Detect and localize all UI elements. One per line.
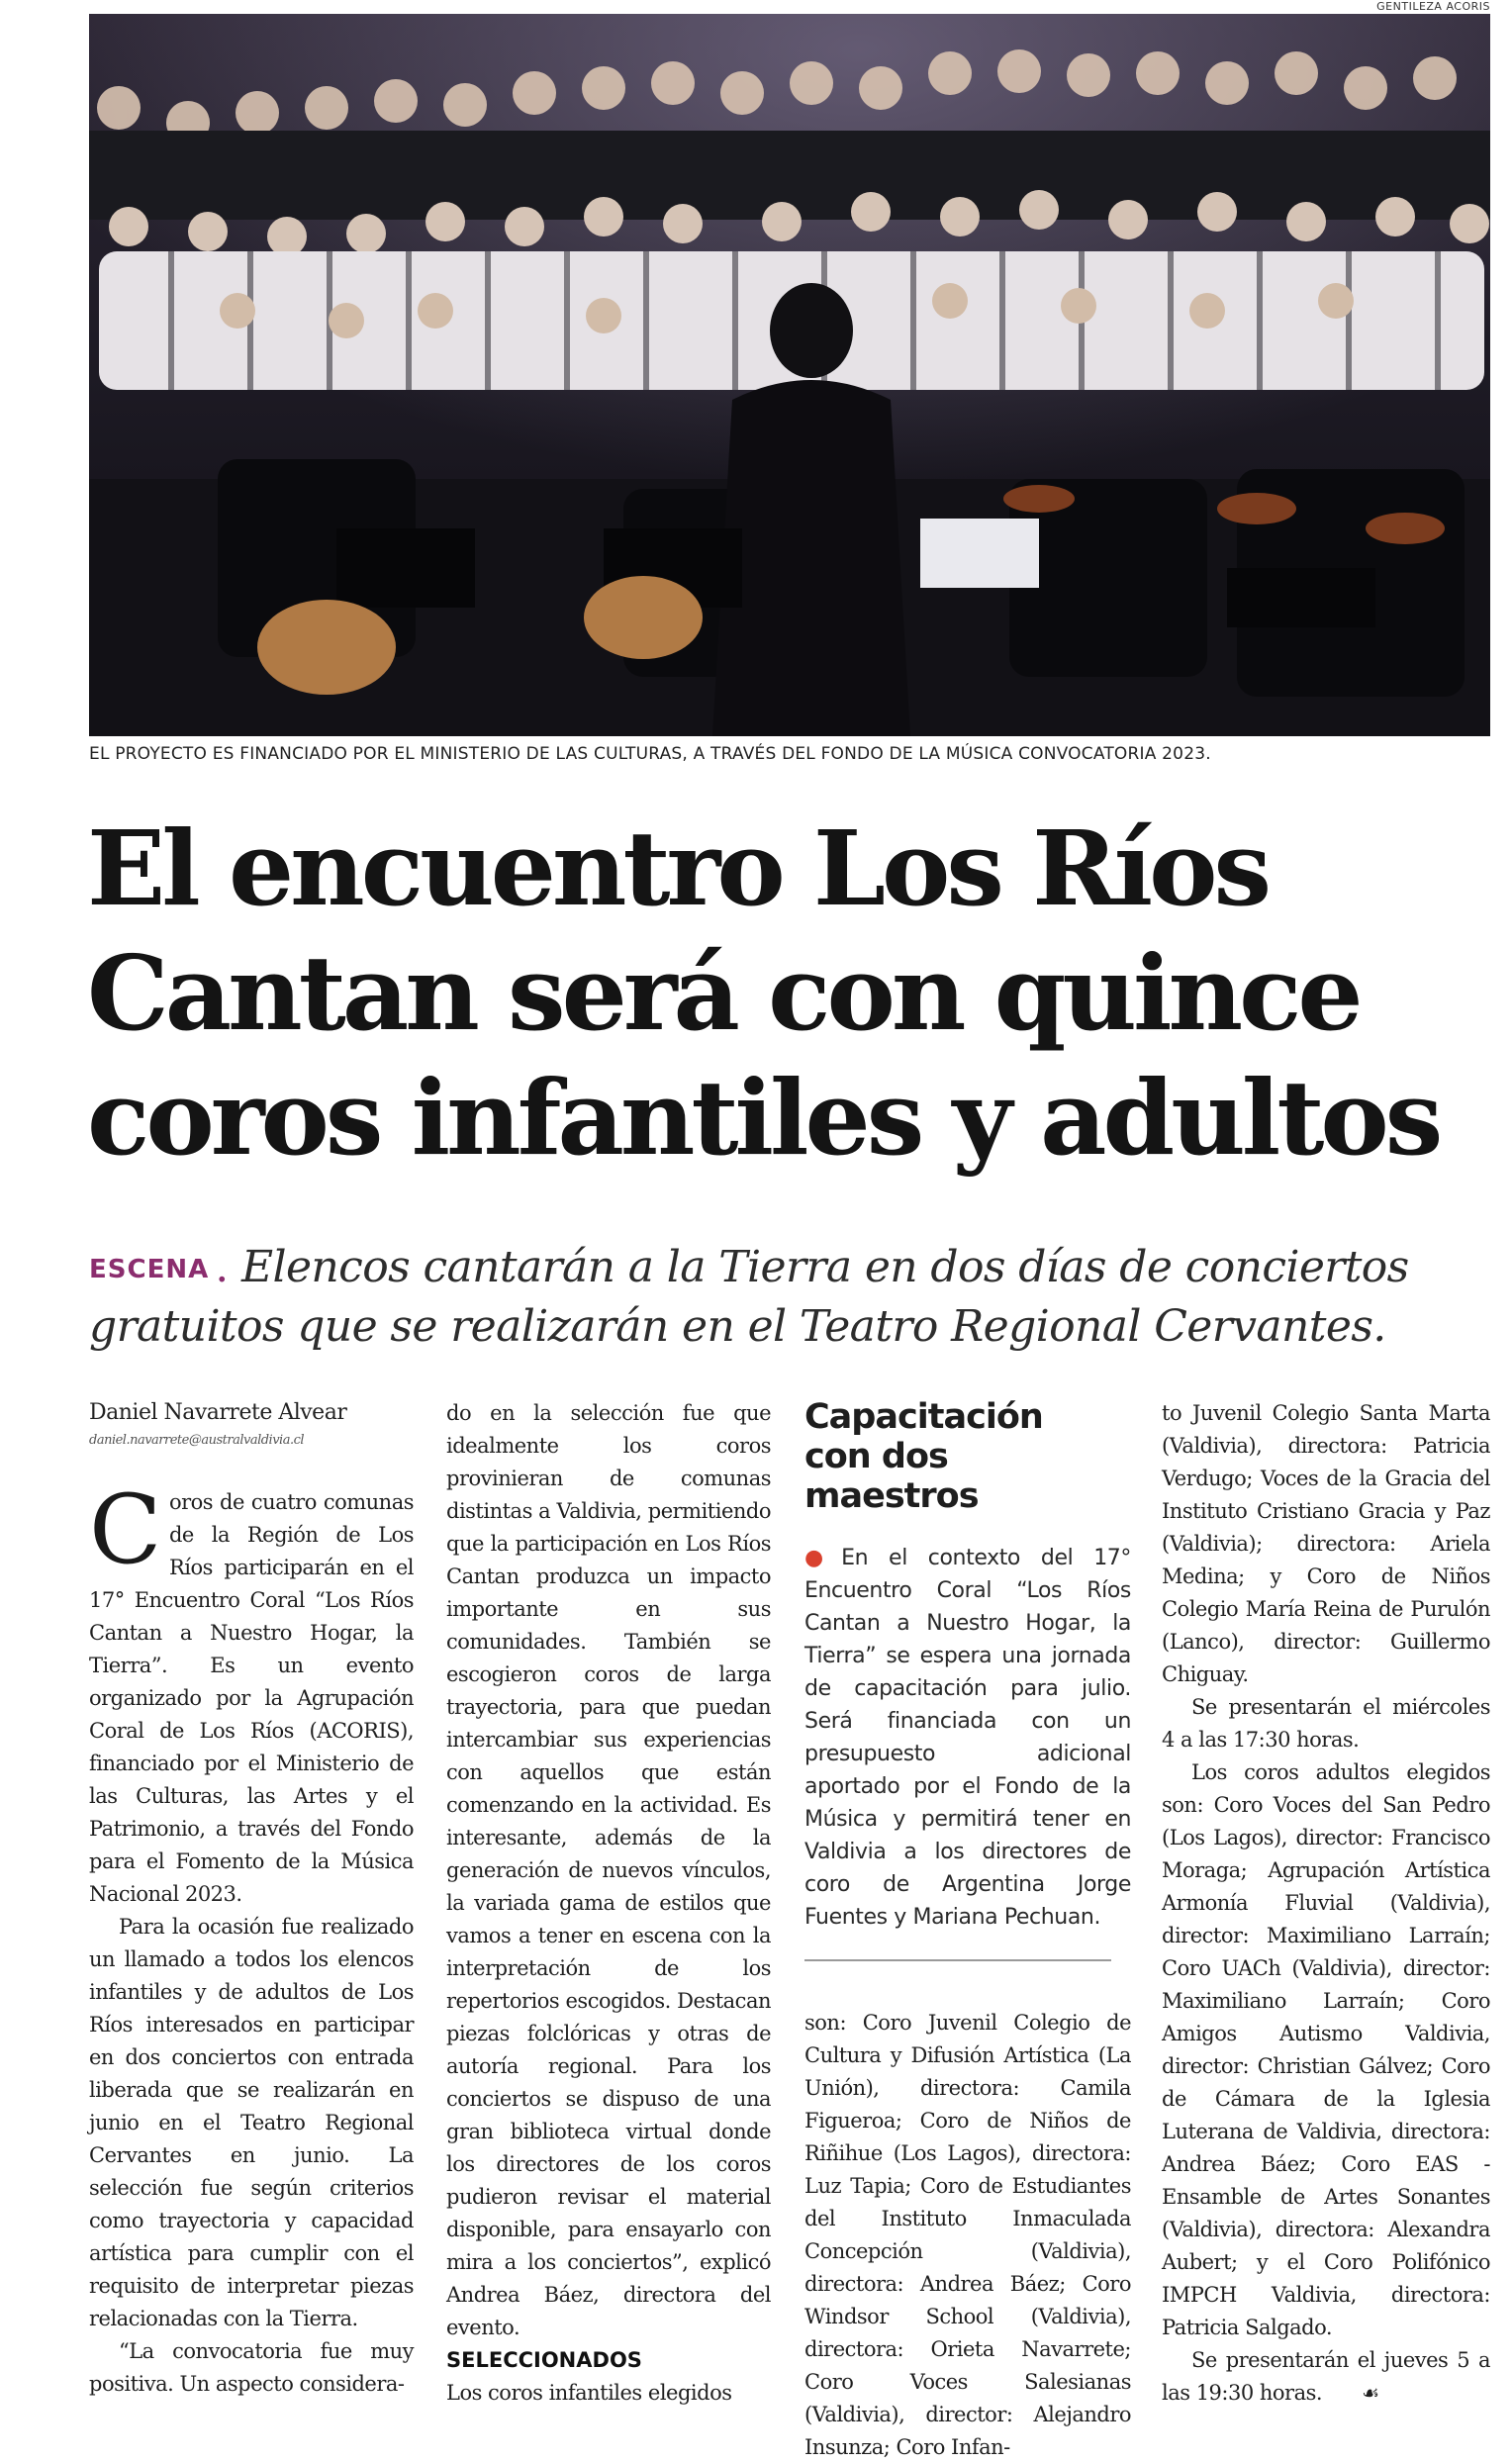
paragraph-9: Los coros adultos elegidos son: Coro Voces del San Pedro (Los Lagos), director: Francisco Moraga; Agrupación Artística Armonía Fluvial (Valdivia), director: Maximiliano Larraín; Coro UACh (Valdivia), director: Maximiliano Larraín; Coro Amigos Autismo Valdivia, director: Christian Gálvez; Coro de Cámara de la Iglesia Luterana de Valdivia, directora: Andrea Báez; Coro EAS - Ensamble de Artes Sonantes (Valdivia), directora: Alexandra Aubert; y el Coro Polifónico IMPCH Valdivia, directora: Patricia Salgado. bbox=[1162, 1760, 1490, 2339]
sidebar-text bbox=[804, 1542, 1131, 1934]
sidebar-title bbox=[804, 1397, 1131, 1516]
paragraph-1-text: oros de cuatro comunas de la Región de Los Ríos participarán en el 17° Encuentro Coral “Los Ríos Cantan a Nuestro Hogar, la Tierra”. Es un evento organizado por la Agrupación Coral de Los Ríos (ACORIS), financiado por el Ministerio de las Culturas, las Artes y el Patrimonio, a través del Fondo para el Fomento de la Música Nacional 2023. bbox=[89, 1490, 414, 1906]
column-3 bbox=[804, 1397, 1131, 2464]
headline-line-1: El encuentro Los Ríos bbox=[87, 807, 1268, 929]
subhead-seleccionados: SELECCIONADOS bbox=[446, 2348, 642, 2372]
paragraph-1 bbox=[89, 1474, 414, 1911]
paragraph-8: Se presentarán el miércoles 4 a las 17:30 horas. bbox=[1162, 1695, 1490, 1752]
headline bbox=[87, 806, 1492, 1181]
choir-photo-illustration bbox=[89, 14, 1490, 736]
paragraph-5: Los coros infantiles elegidos bbox=[446, 2381, 732, 2405]
paragraph-10 bbox=[1162, 2344, 1490, 2410]
column-1 bbox=[89, 1397, 414, 2401]
end-mark-icon: ☙ bbox=[1362, 2381, 1379, 2405]
paragraph-6: son: Coro Juvenil Colegio de Cultura y Difusión Artística (La Unión), directora: Camila Figueroa; Coro de Niños de Riñihue (Los Lagos), directora: Luz Tapia; Coro de Estudiantes del Instituto Inmaculada Concepción (Valdivia), directora: Andrea Báez; Coro Windsor School (Valdivia), directora: Orieta Navarrete; Coro Voces Salesianas (Valdivia), director: Alejandro Insunza; Coro Infan- bbox=[804, 2011, 1131, 2459]
photo-caption: EL PROYECTO ES FINANCIADO POR EL MINISTERIO DE LAS CULTURAS, A TRAVÉS DEL FONDO DE LA MÚSICA CONVOCATORIA 2023. bbox=[89, 744, 1211, 764]
section-dot: . bbox=[215, 1242, 229, 1292]
headline-line-2: Cantan será con quince bbox=[87, 932, 1360, 1054]
dropcap: C bbox=[89, 1474, 161, 1585]
column-2 bbox=[446, 1397, 771, 2410]
column-4 bbox=[1162, 1397, 1490, 2410]
headline-line-3: coros infantiles y adultos bbox=[87, 1057, 1440, 1179]
photo-credit: GENTILEZA ACORIS bbox=[1376, 0, 1490, 13]
deck-line-1 bbox=[89, 1239, 1494, 1298]
paragraph-2: Para la ocasión fue realizado un llamado a todos los elencos infantiles y de adultos de Los Ríos interesados en participar en dos conciertos con entrada liberada que se realizarán en junio en el Teatro Regional Cervantes en junio. La selección fue según criterios como trayectoria y capacidad artística para cumplir con el requisito de interpretar piezas relacionadas con la Tierra. bbox=[89, 1915, 414, 2330]
paragraph-7: to Juvenil Colegio Santa Marta (Valdivia), directora: Patricia Verdugo; Voces de la Gracia del Instituto Cristiano Gracia y Paz (Valdivia); directora: Ariela Medina; y Coro de Niños Colegio María Reina de Purulón (Lanco), director: Guillermo Chiguay. bbox=[1162, 1401, 1490, 1686]
deck-text-1: Elencos cantarán a la Tierra en dos días de conciertos bbox=[241, 1242, 1409, 1292]
choir-photo bbox=[89, 14, 1490, 736]
byline-name: Daniel Navarrete Alvear bbox=[89, 1400, 347, 1425]
sidebar-text-body: En el contexto del 17° Encuentro Coral “Los Ríos Cantan a Nuestro Hogar, la Tierra” se espera una jornada de capacitación para julio. Será financiada con un presupuesto adicional aportado por el Fondo de la Música y permitirá tener en Valdivia a los directores de coro de Argentina Jorge Fuentes y Mariana Pechuan. bbox=[804, 1546, 1131, 1930]
deck-line-2: gratuitos que se realizarán en el Teatro Regional Cervantes. bbox=[89, 1301, 1386, 1352]
sidebar-divider bbox=[804, 1959, 1111, 1961]
paragraph-10-text: Se presentarán el jueves 5 a las 19:30 horas. bbox=[1162, 2348, 1490, 2405]
sidebar-title-line-1: Capacitación bbox=[804, 1397, 1043, 1437]
section-label: ESCENA bbox=[89, 1255, 210, 1284]
paragraph-4: do en la selección fue que idealmente los coros provinieran de comunas distintas a Valdivia, permitiendo que la participación en Los Ríos Cantan produzca un impacto importante en sus comunidades. También se escogieron coros de larga trayectoria, para que puedan intercambiar sus experiencias con aquellos que están comenzando en la actividad. Es interesante, además de la generación de nuevos vínculos, la variada gama de estilos que vamos a tener en escena con la interpretación de los repertorios escogidos. Destacan piezas folclóricas y otras de autoría regional. Para los conciertos se dispuso de una gran biblioteca virtual donde los directores de los coros pudieron revisar el material disponible, para ensayarlo con mira a los conciertos”, explicó Andrea Báez, directora del evento. bbox=[446, 1401, 771, 2339]
sidebar-bullet-icon: ● bbox=[804, 1546, 838, 1570]
byline-email: daniel.navarrete@australvaldivia.cl bbox=[89, 1433, 305, 1448]
deck bbox=[89, 1239, 1494, 1356]
paragraph-3: “La convocatoria fue muy positiva. Un aspecto considera- bbox=[89, 2339, 414, 2396]
sidebar-title-line-2: con dos maestros bbox=[804, 1437, 979, 1516]
